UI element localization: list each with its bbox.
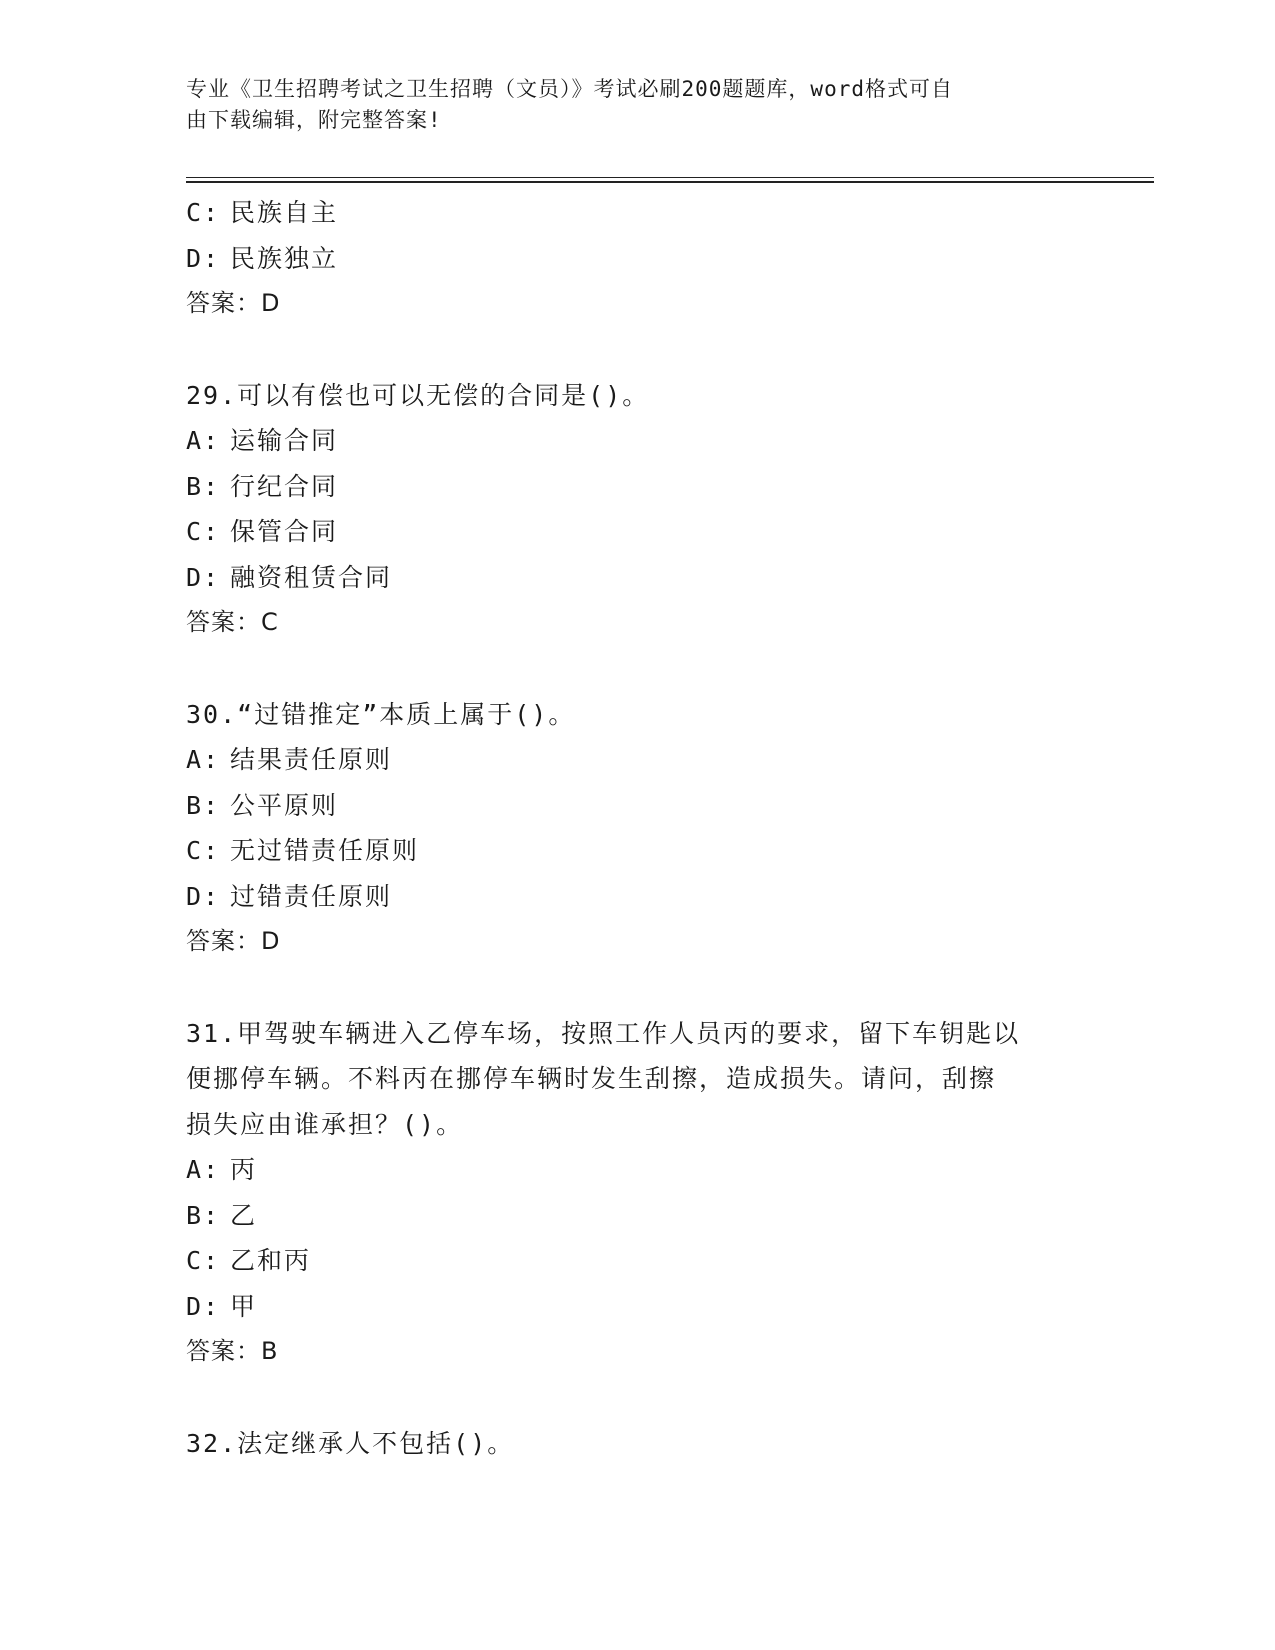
option-key: A: (186, 1155, 221, 1184)
option-text: 过错责任原则 (230, 881, 393, 911)
option-key: C: (186, 836, 221, 865)
option-d (186, 236, 1086, 282)
question-30 (186, 692, 1086, 965)
option-text: 结果责任原则 (230, 745, 393, 774)
option-text: 甲 (230, 1291, 258, 1321)
option-text: 民族独立 (230, 243, 339, 273)
question-list (186, 190, 1086, 1466)
option-text: 保管合同 (230, 517, 339, 546)
option-d (186, 874, 1086, 920)
option-text: 行纪合同 (230, 471, 339, 501)
question-31 (186, 1011, 1086, 1375)
option-d (186, 1284, 1086, 1330)
question-32 (186, 1421, 1086, 1467)
header-line-1: 专业《卫生招聘考试之卫生招聘（文员）》考试必刷200题题库，word格式可自 (186, 77, 953, 101)
answer-line: 答案：B (186, 1337, 279, 1365)
option-b (186, 1193, 1086, 1239)
option-key: B: (186, 790, 221, 820)
question-stem-line: 便挪停车辆。不料丙在挪停车辆时发生刮擦，造成损失。请问，刮擦 (186, 1064, 997, 1093)
question-29 (186, 373, 1086, 646)
option-text: 无过错责任原则 (230, 836, 420, 865)
answer-line: 答案：D (186, 927, 281, 955)
header-divider-thick (186, 181, 1154, 183)
answer-line: 答案：D (186, 289, 281, 317)
option-key: C: (186, 1246, 221, 1275)
question-stem: 32.法定继承人不包括()。 (186, 1428, 515, 1458)
option-key: C: (186, 517, 221, 546)
question-28-continued (186, 190, 1086, 327)
option-text: 民族自主 (230, 198, 339, 227)
header-divider-thin (186, 177, 1154, 178)
document-header (186, 74, 1066, 136)
option-key: B: (186, 471, 221, 501)
question-stem: 30.“过错推定”本质上属于()。 (186, 699, 576, 729)
option-d (186, 555, 1086, 601)
option-key: B: (186, 1200, 221, 1230)
option-text: 乙 (230, 1200, 258, 1230)
option-key: D: (186, 243, 221, 273)
question-stem-line: 损失应由谁承担？()。 (186, 1109, 464, 1139)
option-key: D: (186, 562, 221, 592)
option-a (186, 1147, 1086, 1193)
option-c (186, 190, 1086, 236)
option-c (186, 828, 1086, 874)
option-b (186, 464, 1086, 510)
option-c (186, 1238, 1086, 1284)
option-text: 丙 (230, 1155, 258, 1184)
option-key: D: (186, 1291, 221, 1321)
option-text: 公平原则 (230, 790, 339, 820)
option-key: D: (186, 881, 221, 911)
header-line-2: 由下载编辑，附完整答案! (186, 108, 442, 132)
option-a (186, 737, 1086, 783)
question-stem-line: 31.甲驾驶车辆进入乙停车场，按照工作人员丙的要求，留下车钥匙以 (186, 1018, 1021, 1048)
answer-line: 答案：C (186, 608, 279, 636)
option-key: C: (186, 198, 221, 227)
option-text: 运输合同 (230, 426, 339, 455)
option-b (186, 783, 1086, 829)
option-text: 融资租赁合同 (230, 562, 393, 592)
option-a (186, 418, 1086, 464)
option-key: A: (186, 745, 221, 774)
option-c (186, 509, 1086, 555)
question-stem: 29.可以有偿也可以无偿的合同是()。 (186, 380, 650, 410)
option-key: A: (186, 426, 221, 455)
option-text: 乙和丙 (230, 1246, 312, 1275)
